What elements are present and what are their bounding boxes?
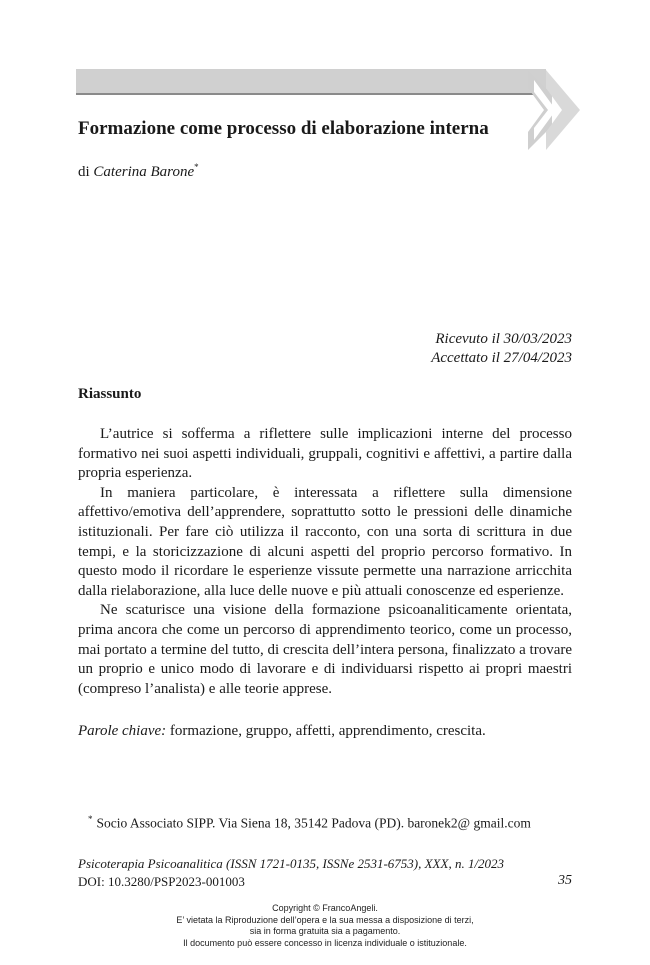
copyright-line: Copyright © FrancoAngeli. <box>272 903 378 913</box>
abstract-paragraph: Ne scaturisce una visione della formazione psicoanaliticamente orientata, prima ancora che come un percorso di apprendimento teorico, come un processo, mai portato a termine del tutto, di crescita dell’intera persona, finalizzato a trovare un proprio e unico modo di lavorare e di individuarsi rispetto ai propri maestri (compreso l’analista) e alle teorie apprese. <box>78 602 572 697</box>
abstract-paragraph: L’autrice si sofferma a riflettere sulle implicazioni interne del processo formativo nei suoi aspetti individuali, gruppali, cognitivi e affettivi, a partire dalla propria esperienza. <box>78 426 572 482</box>
double-chevron-icon <box>526 68 582 152</box>
keywords-line <box>78 723 486 740</box>
author-line <box>78 162 199 181</box>
copyright-notice <box>0 903 650 949</box>
keywords-text: formazione, gruppo, affetti, apprendimento, crescita. <box>166 723 486 739</box>
received-date: Ricevuto il 30/03/2023 <box>435 331 572 347</box>
copyright-line: Il documento può essere concesso in licenza individuale o istituzionale. <box>183 937 467 948</box>
header-band-rule <box>76 93 546 95</box>
header-band <box>76 69 546 95</box>
author-name: Caterina Barone <box>93 164 195 180</box>
footnote-mark: * <box>88 814 93 824</box>
keywords-label: Parole chiave: <box>78 723 167 739</box>
abstract-heading: Riassunto <box>78 386 142 402</box>
abstract-paragraph: In maniera particolare, è interessata a riflettere sulla dimensione affettivo/emotiva dell’apprendere, soprattutto sotto le pressioni delle dinamiche istituzionali. Per fare ciò utilizza il racconto, con una sorta di scrittura in due tempi, e la storicizzazione di alcuni aspetti del proprio percorso formativo. In questo modo il ricordare le esperienze vissute permette una narrazione arricchita dalla rielaborazione, alla luce delle nuove e più attuali conoscenze ed esperienze. <box>78 484 572 599</box>
author-footnote <box>78 810 572 833</box>
journal-citation: Psicoterapia Psicoanalitica (ISSN 1721-0135, ISSNe 2531-6753), XXX, n. 1/2023 <box>78 856 505 871</box>
submission-dates <box>431 330 572 368</box>
footnote-text: Socio Associato SIPP. Via Siena 18, 35142 Padova (PD). baronek2@ gmail.com <box>96 815 531 831</box>
page-number: 35 <box>558 873 572 888</box>
copyright-line: E’ vietata la Riproduzione dell’opera e la sua messa a disposizione di terzi, <box>176 914 474 925</box>
abstract-body <box>78 425 572 699</box>
author-prefix: di <box>78 164 94 180</box>
copyright-line: sia in forma gratuita sia a pagamento. <box>249 926 401 936</box>
accepted-date: Accettato il 27/04/2023 <box>431 350 572 366</box>
doi: DOI: 10.3280/PSP2023-001003 <box>78 874 245 889</box>
author-footnote-mark: * <box>194 162 199 172</box>
article-title: Formazione come processo di elaborazione interna <box>78 118 489 139</box>
